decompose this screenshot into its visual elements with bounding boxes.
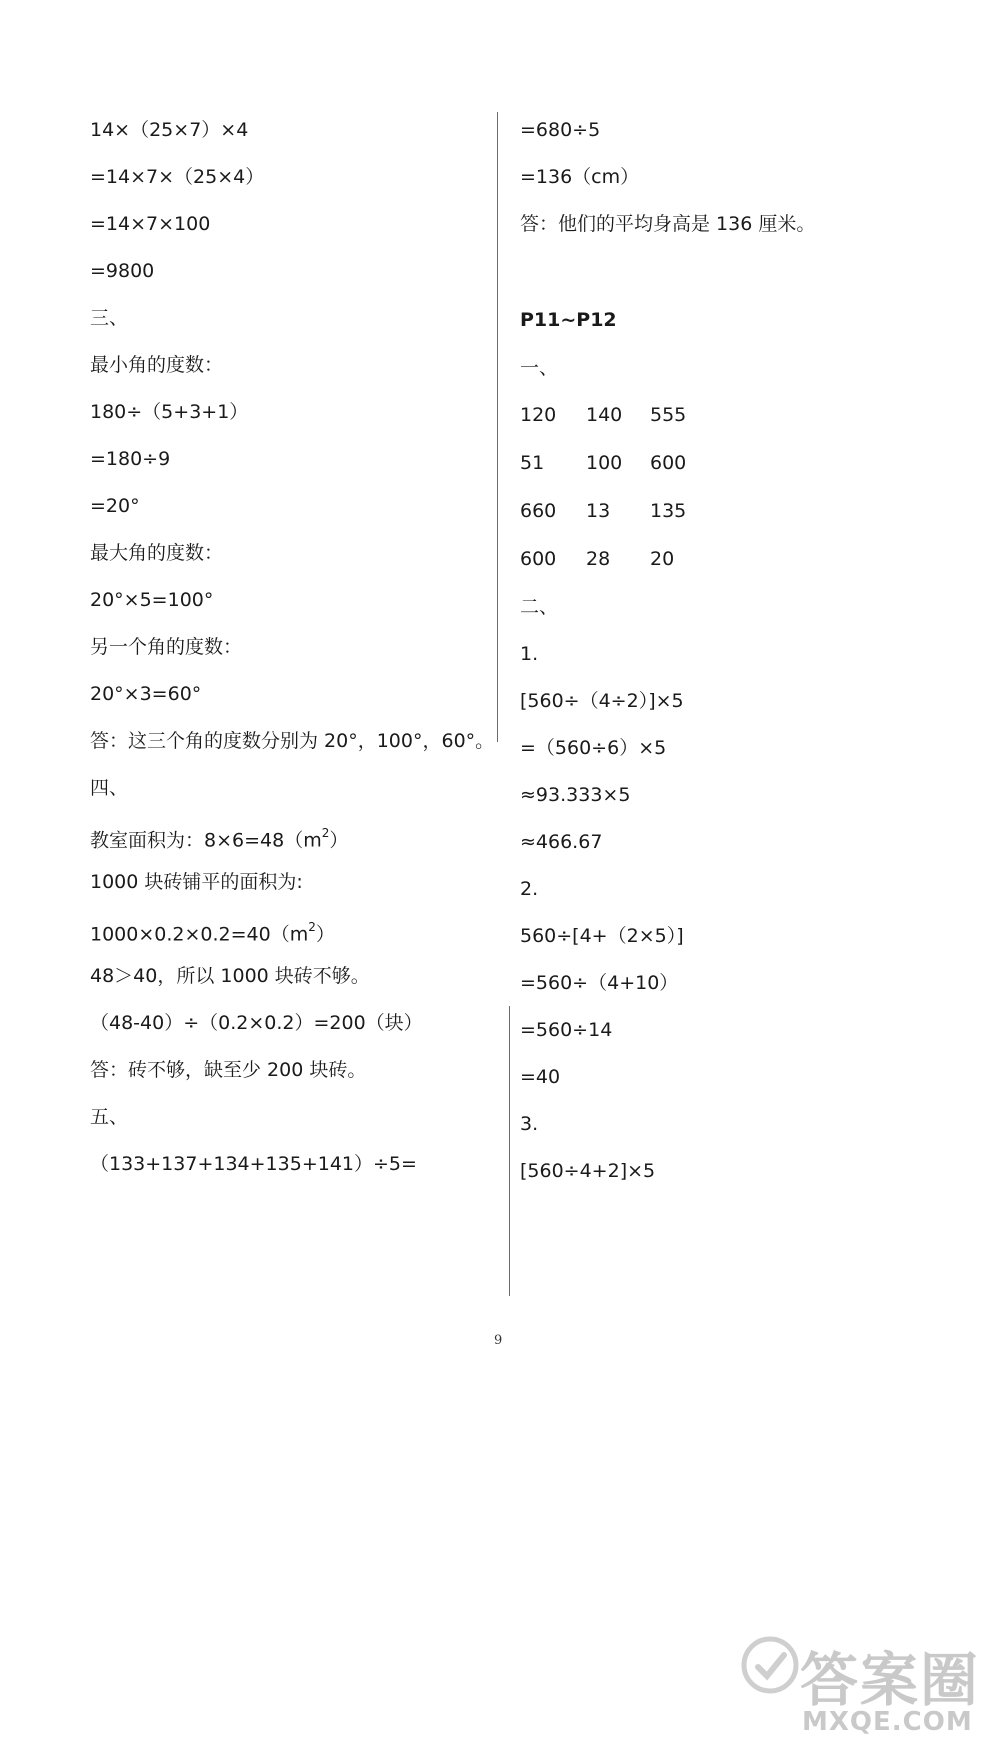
- left-line: 20°×3=60°: [90, 683, 202, 705]
- superscript: 2: [321, 826, 330, 840]
- column-divider: [497, 112, 498, 742]
- section-title: P11~P12: [520, 309, 617, 331]
- right-line: =40: [520, 1066, 561, 1088]
- left-line: =14×7×100: [90, 213, 211, 235]
- section-heading: 五、: [90, 1106, 129, 1128]
- section-heading: 三、: [90, 307, 129, 329]
- left-line: =14×7×（25×4）: [90, 166, 265, 188]
- left-line: [90, 917, 335, 946]
- right-line: ≈93.333×5: [520, 784, 631, 806]
- watermark-logo: [740, 1625, 990, 1745]
- grid-cell: 600: [520, 548, 557, 570]
- right-line: =136（cm）: [520, 166, 640, 188]
- left-line: 20°×5=100°: [90, 589, 214, 611]
- right-line: [560÷4+2]×5: [520, 1160, 656, 1182]
- watermark-text: 答案圈: [800, 1646, 981, 1714]
- right-line: 1.: [520, 643, 539, 665]
- grid-cell: 140: [586, 404, 623, 426]
- line-text: 教室面积为：8×6=48（m: [90, 829, 322, 852]
- left-line: =180÷9: [90, 448, 171, 470]
- line-text: 1000×0.2×0.2=40（m: [90, 923, 309, 946]
- left-line: =20°: [90, 495, 140, 517]
- grid-cell: 51: [520, 452, 545, 474]
- superscript: 2: [308, 920, 316, 934]
- watermark-url: MXQE.COM: [802, 1707, 973, 1737]
- answer-line: 答：砖不够，缺至少 200 块砖。: [90, 1059, 367, 1081]
- right-line: =（560÷6）×5: [520, 737, 667, 759]
- grid-cell: 135: [650, 500, 687, 522]
- left-line: [90, 823, 348, 852]
- grid-cell: 28: [586, 548, 611, 570]
- right-line: =560÷14: [520, 1019, 613, 1041]
- left-line: （48-40）÷（0.2×0.2）=200（块）: [90, 1012, 423, 1034]
- answer-line: 答：这三个角的度数分别为 20°，100°，60°。: [90, 730, 495, 752]
- right-line: ≈466.67: [520, 831, 603, 853]
- right-line: 560÷[4+（2×5）]: [520, 925, 684, 947]
- right-line: 3.: [520, 1113, 539, 1135]
- left-line: =9800: [90, 260, 155, 282]
- watermark-badge-icon: [740, 1635, 800, 1695]
- left-line: 另一个角的度数：: [90, 636, 243, 658]
- left-line: 1000 块砖铺平的面积为:: [90, 871, 303, 893]
- grid-cell: 20: [650, 548, 675, 570]
- grid-cell: 555: [650, 404, 687, 426]
- grid-cell: 660: [520, 500, 557, 522]
- right-line: =560÷（4+10）: [520, 972, 679, 994]
- left-line: 最大角的度数：: [90, 542, 224, 564]
- grid-cell: 13: [586, 500, 611, 522]
- left-line: 最小角的度数：: [90, 354, 224, 376]
- right-line: =680÷5: [520, 119, 601, 141]
- grid-cell: 120: [520, 404, 557, 426]
- grid-cell: 100: [586, 452, 623, 474]
- page-number: 9: [494, 1333, 503, 1348]
- close-paren: ）: [315, 923, 335, 946]
- left-line: （133+137+134+135+141）÷5=: [90, 1153, 417, 1175]
- column-divider: [509, 1006, 510, 1296]
- section-heading: 一、: [520, 357, 559, 379]
- left-line: 48＞40，所以 1000 块砖不够。: [90, 965, 370, 987]
- right-line: 2.: [520, 878, 539, 900]
- close-paren: ）: [329, 829, 349, 852]
- right-line: [560÷（4÷2）]×5: [520, 690, 684, 712]
- left-line: 180÷（5+3+1）: [90, 401, 249, 423]
- section-heading: 二、: [520, 596, 559, 618]
- answer-line: 答：他们的平均身高是 136 厘米。: [520, 213, 816, 235]
- left-line: 14×（25×7）×4: [90, 119, 249, 141]
- grid-cell: 600: [650, 452, 687, 474]
- section-heading: 四、: [90, 777, 129, 799]
